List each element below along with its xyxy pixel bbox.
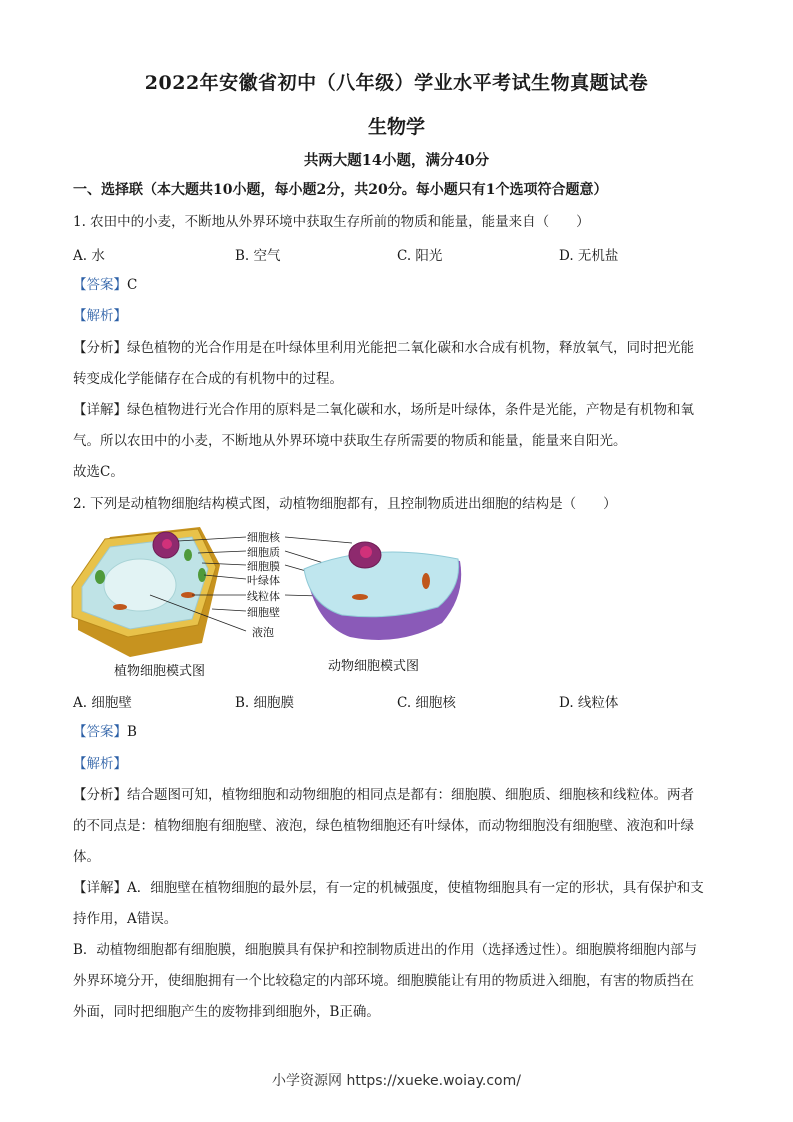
mitochondrion-shape-1 <box>113 604 127 610</box>
q2-fenxi-tag: 【分析】 <box>73 787 127 803</box>
label-cytoplasm: 细胞质 <box>247 546 280 559</box>
q2-option-b: B. 细胞膜 <box>235 695 295 711</box>
plant-nucleolus-shape <box>162 539 172 549</box>
chloroplast-shape-3 <box>184 549 192 561</box>
q1-answer-line <box>73 275 723 295</box>
q2-fenxi-text1: 结合题图可知，植物细胞和动物细胞的相同点是都有：细胞膜、细胞质、细胞核和线粒体。两者 <box>127 787 694 803</box>
q2-xiangjie-b2: 外界环境分开，使细胞拥有一个比较稳定的内部环境。细胞膜能让有用的物质进入细胞，有害的物质挡在 <box>73 973 694 989</box>
q1-option-c: C. 阳光 <box>397 248 443 264</box>
q2-xiangjie-a1 <box>73 878 723 898</box>
q1-answer-tag: 【答案】 <box>73 277 127 293</box>
q1-option-b: B. 空气 <box>235 248 281 264</box>
q2-option-d: D. 线粒体 <box>559 695 619 711</box>
q1-conclusion: 故选C。 <box>73 464 124 480</box>
plant-cell <box>72 527 220 657</box>
q1-xiangjie-line2: 气。所以农田中的小麦，不断地从外界环境中获取生存所需要的物质和能量，能量来自阳光。 <box>73 433 627 449</box>
exam-title: 2022年安徽省初中（八年级）学业水平考试生物真题试卷 <box>144 72 649 94</box>
section1-heading: 一、选择联（本大题共10小题，每小题2分，共20分。每小题只有1个选项符合题意） <box>73 182 608 198</box>
q2-xiangjie-b1: B．动植物细胞都有细胞膜，细胞膜具有保护和控制物质进出的作用（选择透过性）。细胞膜将细胞内部与 <box>73 942 698 958</box>
q2-fenxi-line3: 体。 <box>73 849 100 865</box>
q1-fenxi-line2: 转变成化学能储存在合成的有机物中的过程。 <box>73 371 343 387</box>
q1-analysis-line <box>73 306 723 326</box>
q2-xiangjie-b3: 外面，同时把细胞产生的废物排到细胞外，B正确。 <box>73 1004 380 1020</box>
animal-mitochondrion-2 <box>422 573 430 589</box>
q1-stem: 1. 农田中的小麦，不断地从外界环境中获取生存所前的物质和能量，能量来自（ ） <box>73 214 590 230</box>
label-cell-wall: 细胞壁 <box>247 606 280 619</box>
q1-fenxi-tag: 【分析】 <box>73 340 127 356</box>
q1-analysis-tag: 【解析】 <box>73 308 127 324</box>
animal-cell-caption: 动物细胞模式图 <box>328 659 420 674</box>
footer-watermark: 小学资源网 https://xueke.woiay.com/ <box>272 1073 521 1089</box>
q2-answer-tag: 【答案】 <box>73 724 127 740</box>
cell-diagram-figure <box>70 525 470 685</box>
plant-vacuole-shape <box>104 559 176 611</box>
animal-cell <box>304 542 461 640</box>
label-mitochondrion: 线粒体 <box>247 590 280 603</box>
q1-fenxi-line1 <box>73 338 723 358</box>
q2-answer: B <box>127 724 137 740</box>
q1-option-a: A. 水 <box>73 248 105 264</box>
q1-fenxi-text1: 绿色植物的光合作用是在叶绿体里利用光能把二氧化碳和水合成有机物，释放氧气，同时把光能 <box>127 340 694 356</box>
q2-analysis-line <box>73 754 723 774</box>
q1-answer: C <box>127 277 138 293</box>
animal-mitochondrion-1 <box>352 594 368 600</box>
q1-xiangjie-text1: 绿色植物进行光合作用的原料是二氧化碳和水，场所是叶绿体，条件是光能，产物是有机物和氧 <box>127 402 694 418</box>
q1-xiangjie-tag: 【详解】 <box>73 402 127 418</box>
q2-xiangjie-a2: 持作用，A错误。 <box>73 911 178 927</box>
q2-stem: 2. 下列是动植物细胞结构模式图，动植物细胞都有，且控制物质进出细胞的结构是（ ） <box>73 496 617 512</box>
q1-xiangjie-line1 <box>73 400 723 420</box>
q2-analysis-tag: 【解析】 <box>73 756 127 772</box>
label-nucleus: 细胞核 <box>247 531 280 544</box>
q2-option-a: A. 细胞壁 <box>73 695 132 711</box>
label-vacuole: 液泡 <box>252 626 274 639</box>
label-membrane: 细胞膜 <box>247 560 280 573</box>
score-info: 共两大题14小题，满分40分 <box>303 152 490 169</box>
animal-nucleolus-shape <box>360 546 372 558</box>
subject-title: 生物学 <box>367 116 425 138</box>
chloroplast-shape-1 <box>95 570 105 584</box>
q2-xiangjie-tag: 【详解】 <box>73 880 127 896</box>
q1-option-d: D. 无机盐 <box>559 248 619 264</box>
animal-cell-membrane-shape <box>304 552 459 617</box>
label-chloroplast: 叶绿体 <box>247 574 280 587</box>
q2-fenxi-line2: 的不同点是：植物细胞有细胞壁、液泡，绿色植物细胞还有叶绿体，而动物细胞没有细胞壁、液泡和叶绿 <box>73 818 694 834</box>
q2-xiangjie-a1-text: A．细胞壁在植物细胞的最外层，有一定的机械强度，使植物细胞具有一定的形状，具有保护和支 <box>127 880 704 896</box>
plant-cell-caption: 植物细胞模式图 <box>114 664 206 679</box>
q2-fenxi-line1 <box>73 785 723 805</box>
q2-answer-line <box>73 722 723 742</box>
q2-option-c: C. 细胞核 <box>397 695 456 711</box>
